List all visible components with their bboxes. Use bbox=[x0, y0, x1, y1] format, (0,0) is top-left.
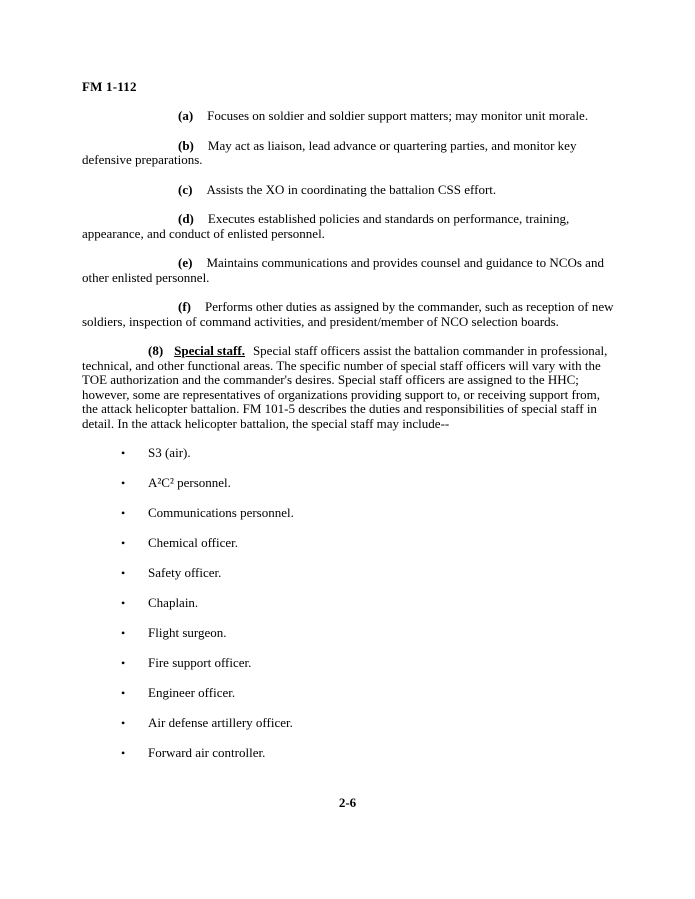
list-item bbox=[82, 566, 619, 581]
list-item bbox=[82, 686, 619, 701]
paragraph-label: (d) bbox=[178, 211, 194, 226]
paragraph-label: (a) bbox=[178, 108, 194, 123]
bullet-icon: • bbox=[121, 506, 126, 520]
page-number: 2-6 bbox=[338, 795, 357, 810]
list-item bbox=[82, 716, 619, 731]
list-item bbox=[82, 746, 619, 761]
paragraph-label: (e) bbox=[178, 255, 193, 270]
list-item bbox=[82, 446, 619, 461]
list-item-text: Safety officer. bbox=[148, 565, 222, 580]
bullet-icon: • bbox=[121, 716, 126, 730]
paragraph-text: May act as liaison, lead advance or quartering parties, and monitor key defensive preparations. bbox=[82, 137, 577, 167]
special-staff-heading: Special staff. bbox=[174, 343, 245, 358]
paragraph-special-staff bbox=[82, 344, 619, 431]
list-item bbox=[82, 476, 619, 491]
bullet-icon: • bbox=[121, 656, 126, 670]
list-item-text: A²C² personnel. bbox=[148, 475, 231, 490]
paragraph-text: Focuses on soldier and soldier support matters; may monitor unit morale. bbox=[207, 108, 589, 123]
paragraph-text: Maintains communications and provides counsel and guidance to NCOs and other enlisted personnel. bbox=[82, 255, 604, 285]
special-staff-bullet-list bbox=[82, 446, 619, 761]
paragraph-text: Assists the XO in coordinating the battalion CSS effort. bbox=[206, 181, 497, 197]
bullet-icon: • bbox=[121, 686, 126, 700]
list-item-text: Forward air controller. bbox=[148, 745, 266, 760]
bullet-icon: • bbox=[121, 446, 126, 460]
paragraph-text: Performs other duties as assigned by the commander, such as reception of new soldiers, inspection of command activities, and president/member of NCO selection boards. bbox=[82, 299, 614, 329]
paragraph-a bbox=[82, 109, 619, 124]
bullet-icon: • bbox=[121, 626, 126, 640]
list-item-text: Engineer officer. bbox=[148, 685, 236, 700]
list-item bbox=[82, 536, 619, 551]
page-content bbox=[82, 79, 619, 776]
paragraph-f bbox=[82, 300, 619, 329]
bullet-icon: • bbox=[121, 566, 126, 580]
paragraph-label: (b) bbox=[178, 137, 194, 153]
list-item-text: Flight surgeon. bbox=[148, 625, 227, 640]
list-item bbox=[82, 626, 619, 641]
manual-number: FM 1-112 bbox=[82, 79, 137, 94]
paragraph-label: (c) bbox=[178, 181, 193, 197]
paragraph-e bbox=[82, 256, 619, 285]
list-item bbox=[82, 596, 619, 611]
paragraph-label: (8) bbox=[148, 343, 164, 358]
list-item bbox=[82, 506, 619, 521]
bullet-icon: • bbox=[121, 476, 126, 490]
list-item-text: Chemical officer. bbox=[148, 535, 239, 550]
paragraph-text: Executes established policies and standards on performance, training, appearance, and conduct of enlisted personnel. bbox=[82, 211, 570, 241]
list-item-text: Communications personnel. bbox=[148, 505, 294, 520]
list-item-text: Chaplain. bbox=[148, 595, 199, 610]
list-item-text: Fire support officer. bbox=[148, 655, 252, 670]
paragraph-c bbox=[82, 183, 619, 198]
list-item-text: S3 (air). bbox=[148, 445, 191, 460]
paragraph-d bbox=[82, 212, 619, 241]
paragraph-b bbox=[82, 139, 619, 168]
list-item-text: Air defense artillery officer. bbox=[148, 715, 293, 730]
list-item bbox=[82, 656, 619, 671]
bullet-icon: • bbox=[121, 596, 126, 610]
paragraph-text: Special staff officers assist the battalion commander in professional, technical, and other functional areas. The specific number of special staff officers will vary with the TOE authorization and the commander's desires. Special staff officers are assigned to the HHC; however, some are representatives of organizations providing support to, or receiving support from, the attack helicopter battalion. FM 101-5 describes the duties and responsibilities of special staff in detail. In the attack helicopter battalion, the special staff may include-- bbox=[82, 343, 608, 431]
bullet-icon: • bbox=[121, 536, 126, 550]
paragraph-label: (f) bbox=[178, 299, 191, 314]
bullet-icon: • bbox=[121, 746, 126, 760]
